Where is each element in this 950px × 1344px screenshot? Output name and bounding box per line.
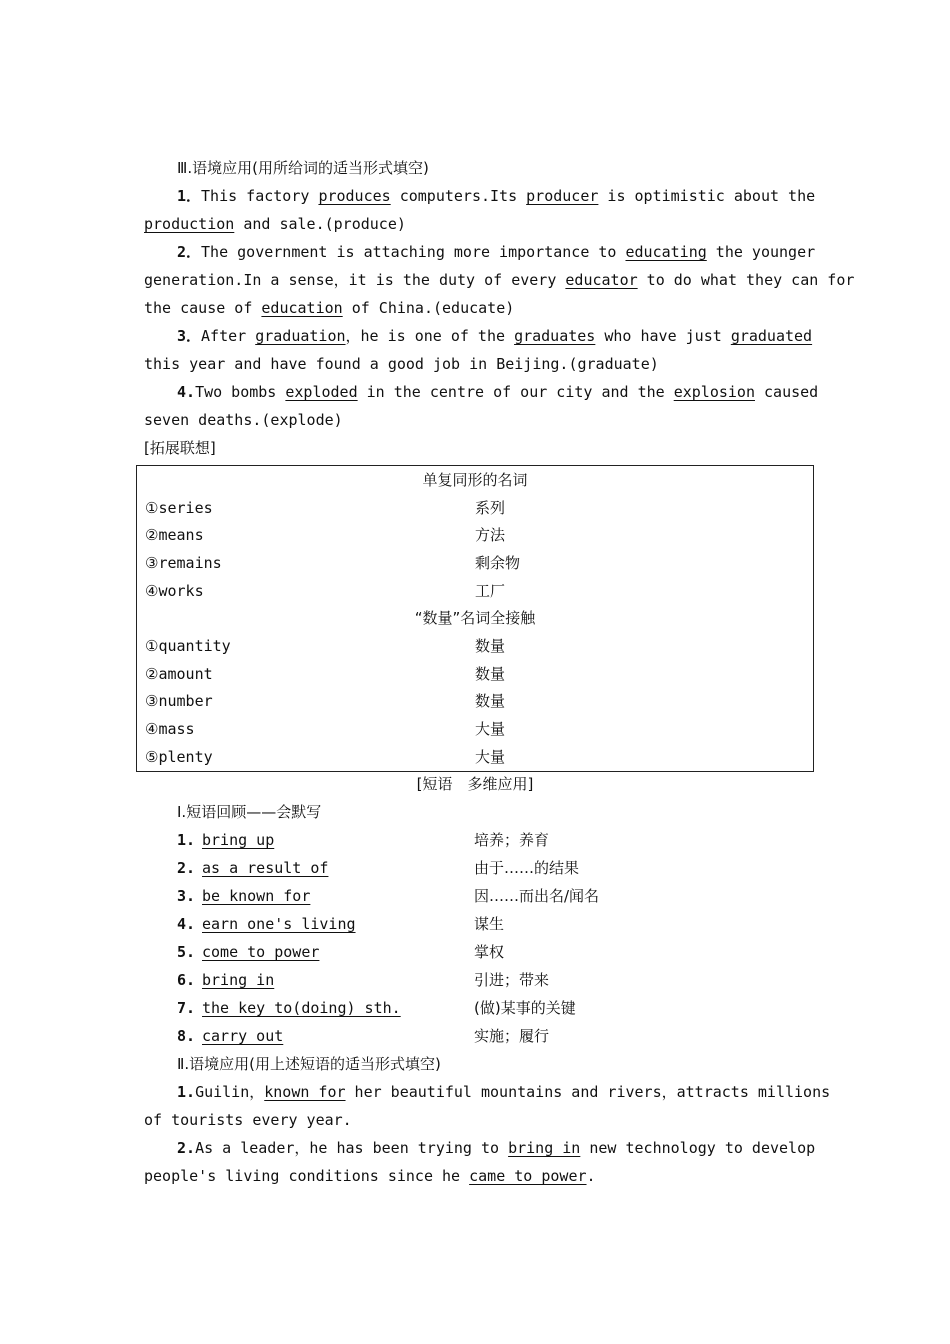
phrase-zh: 由于……的结果 <box>474 859 580 877</box>
phrase-zh: 因……而出名/闻名 <box>474 887 600 905</box>
s3-item2-line1: 2．The government is attaching more importance to educating the younger <box>177 243 816 261</box>
phrase-zh: 引进；带来 <box>474 971 550 989</box>
answer-education: education <box>261 299 343 317</box>
answer-bring-in: bring in <box>508 1139 581 1157</box>
s3-item1-line1: 1．This factory produces computers.Its producer is optimistic about the <box>177 187 816 205</box>
apply-item1-line2: of tourists every year. <box>144 1111 352 1129</box>
phrase-en: earn one's living <box>202 915 356 933</box>
table-header-same-form: 单复同形的名词 <box>422 470 528 489</box>
apply-item1-line1: 1.Guilin，known for her beautiful mountains and rivers，attracts millions <box>177 1083 831 1101</box>
answer-educator: educator <box>565 271 638 289</box>
extension-table <box>136 465 814 772</box>
phrase-zh: 谋生 <box>474 915 505 933</box>
table-row <box>137 466 814 494</box>
phrase-en: the key to(doing) sth. <box>202 999 401 1017</box>
table-row: ①quantity 数量 <box>145 636 506 655</box>
table-row: ③remains 剩余物 <box>145 553 521 572</box>
table-row: ①series 系列 <box>145 498 506 517</box>
apply-item2-line2: people's living conditions since he came to power. <box>144 1167 596 1185</box>
table-row: ④works 工厂 <box>145 581 506 600</box>
table-row: ④mass 大量 <box>145 720 506 739</box>
answer-explosion: explosion <box>673 383 755 401</box>
phrase-en: as a result of <box>202 859 329 877</box>
s3-item2-line3: the cause of education of China.(educate) <box>144 299 515 317</box>
answer-graduated: graduated <box>730 327 813 345</box>
answer-came-to-power: came to power <box>469 1167 587 1185</box>
s3-item4-line1: 4.Two bombs exploded in the centre of our city and the explosion caused <box>177 383 819 401</box>
table-row: ③number 数量 <box>145 692 506 711</box>
phrase-en: carry out <box>202 1027 284 1045</box>
answer-producer: producer <box>526 187 599 205</box>
phrase-en: bring up <box>202 831 275 849</box>
answer-known-for: known for <box>264 1083 346 1101</box>
table-row: ②amount 数量 <box>145 664 506 683</box>
phrase-zh: 掌权 <box>474 943 505 961</box>
s3-item4-line2: seven deaths.(explode) <box>144 411 343 429</box>
answer-educating: educating <box>625 243 707 261</box>
phrases-review-title: Ⅰ.短语回顾——会默写 <box>177 803 322 821</box>
table-header-quantity: “数量”名词全接触 <box>414 609 536 628</box>
phrases-apply-title: Ⅱ.语境应用(用上述短语的适当形式填空) <box>177 1055 441 1073</box>
answer-production: production <box>144 215 235 233</box>
extension-label: [拓展联想] <box>144 439 216 457</box>
s3-item2-line2: generation.In a sense，it is the duty of every educator to do what they can for <box>144 271 855 289</box>
answer-graduation: graduation <box>255 327 346 345</box>
answer-exploded: exploded <box>285 383 358 401</box>
section3-title: Ⅲ.语境应用(用所给词的适当形式填空) <box>177 159 429 177</box>
document-page: Ⅲ.语境应用(用所给词的适当形式填空) 1．This factory produces computers.Its producer is optimistic about the production and sale.(produce) 2．The government is attaching more importance to educating the younger generation.In a sense，it is the duty of every educator to do what they can for the cause of education of China.(educate) 3．After graduation，he is one of the graduates who have just graduated this year and have found a good job in Beijing.(graduate) 4.Two bombs exploded in the centre of our city and the explosion caused seven deaths.(explode) [拓展联想] 单复同形的名词 ①series 系列 ②means 方法 ③remains 剩余物 ④works 工厂 “数量”名词全接触 ①quantity 数量 ②amount 数量 ③number 数量 ④mass 大量 ⑤plenty 大量 [短语 多维应用] Ⅰ.短语回顾——会默写 1. bring up 培养；养育 2. as a result of 由于……的结果 3. be known for 因……而出名/闻名 4. earn one's living 谋生 5. come to power 掌权 6. bring in 引进；带来 7. the key to(doing) sth. (做)某事的关键 8. carry out 实施；履行 Ⅱ.语境应用(用上述短语的适当形式填空) 1.Guilin，known for her beautiful mountains and rivers，attracts millions of tourists every year. 2.As a leader，he has been trying to bring in new technology to develop people's living conditions since he came to power. <box>0 0 950 1344</box>
phrase-en: be known for <box>202 887 311 905</box>
table-row: ②means 方法 <box>145 526 506 545</box>
s3-item3-line2: this year and have found a good job in Beijing.(graduate) <box>144 355 659 373</box>
phrases-header: [短语 多维应用] <box>416 775 534 793</box>
s3-item3-line1: 3．After graduation，he is one of the graduates who have just graduated <box>177 327 813 345</box>
table-row <box>137 604 814 632</box>
apply-item2-line1: 2.As a leader，he has been trying to bring in new technology to develop <box>177 1139 816 1157</box>
s3-item1-line2: production and sale.(produce) <box>144 215 406 233</box>
phrase-zh: (做)某事的关键 <box>474 999 576 1017</box>
phrase-en: come to power <box>202 943 320 961</box>
phrase-zh: 培养；养育 <box>474 831 550 849</box>
phrase-en: bring in <box>202 971 275 989</box>
answer-produces: produces <box>318 187 391 205</box>
table-row: ⑤plenty 大量 <box>145 747 506 766</box>
phrase-zh: 实施；履行 <box>474 1027 550 1045</box>
answer-graduates: graduates <box>514 327 596 345</box>
